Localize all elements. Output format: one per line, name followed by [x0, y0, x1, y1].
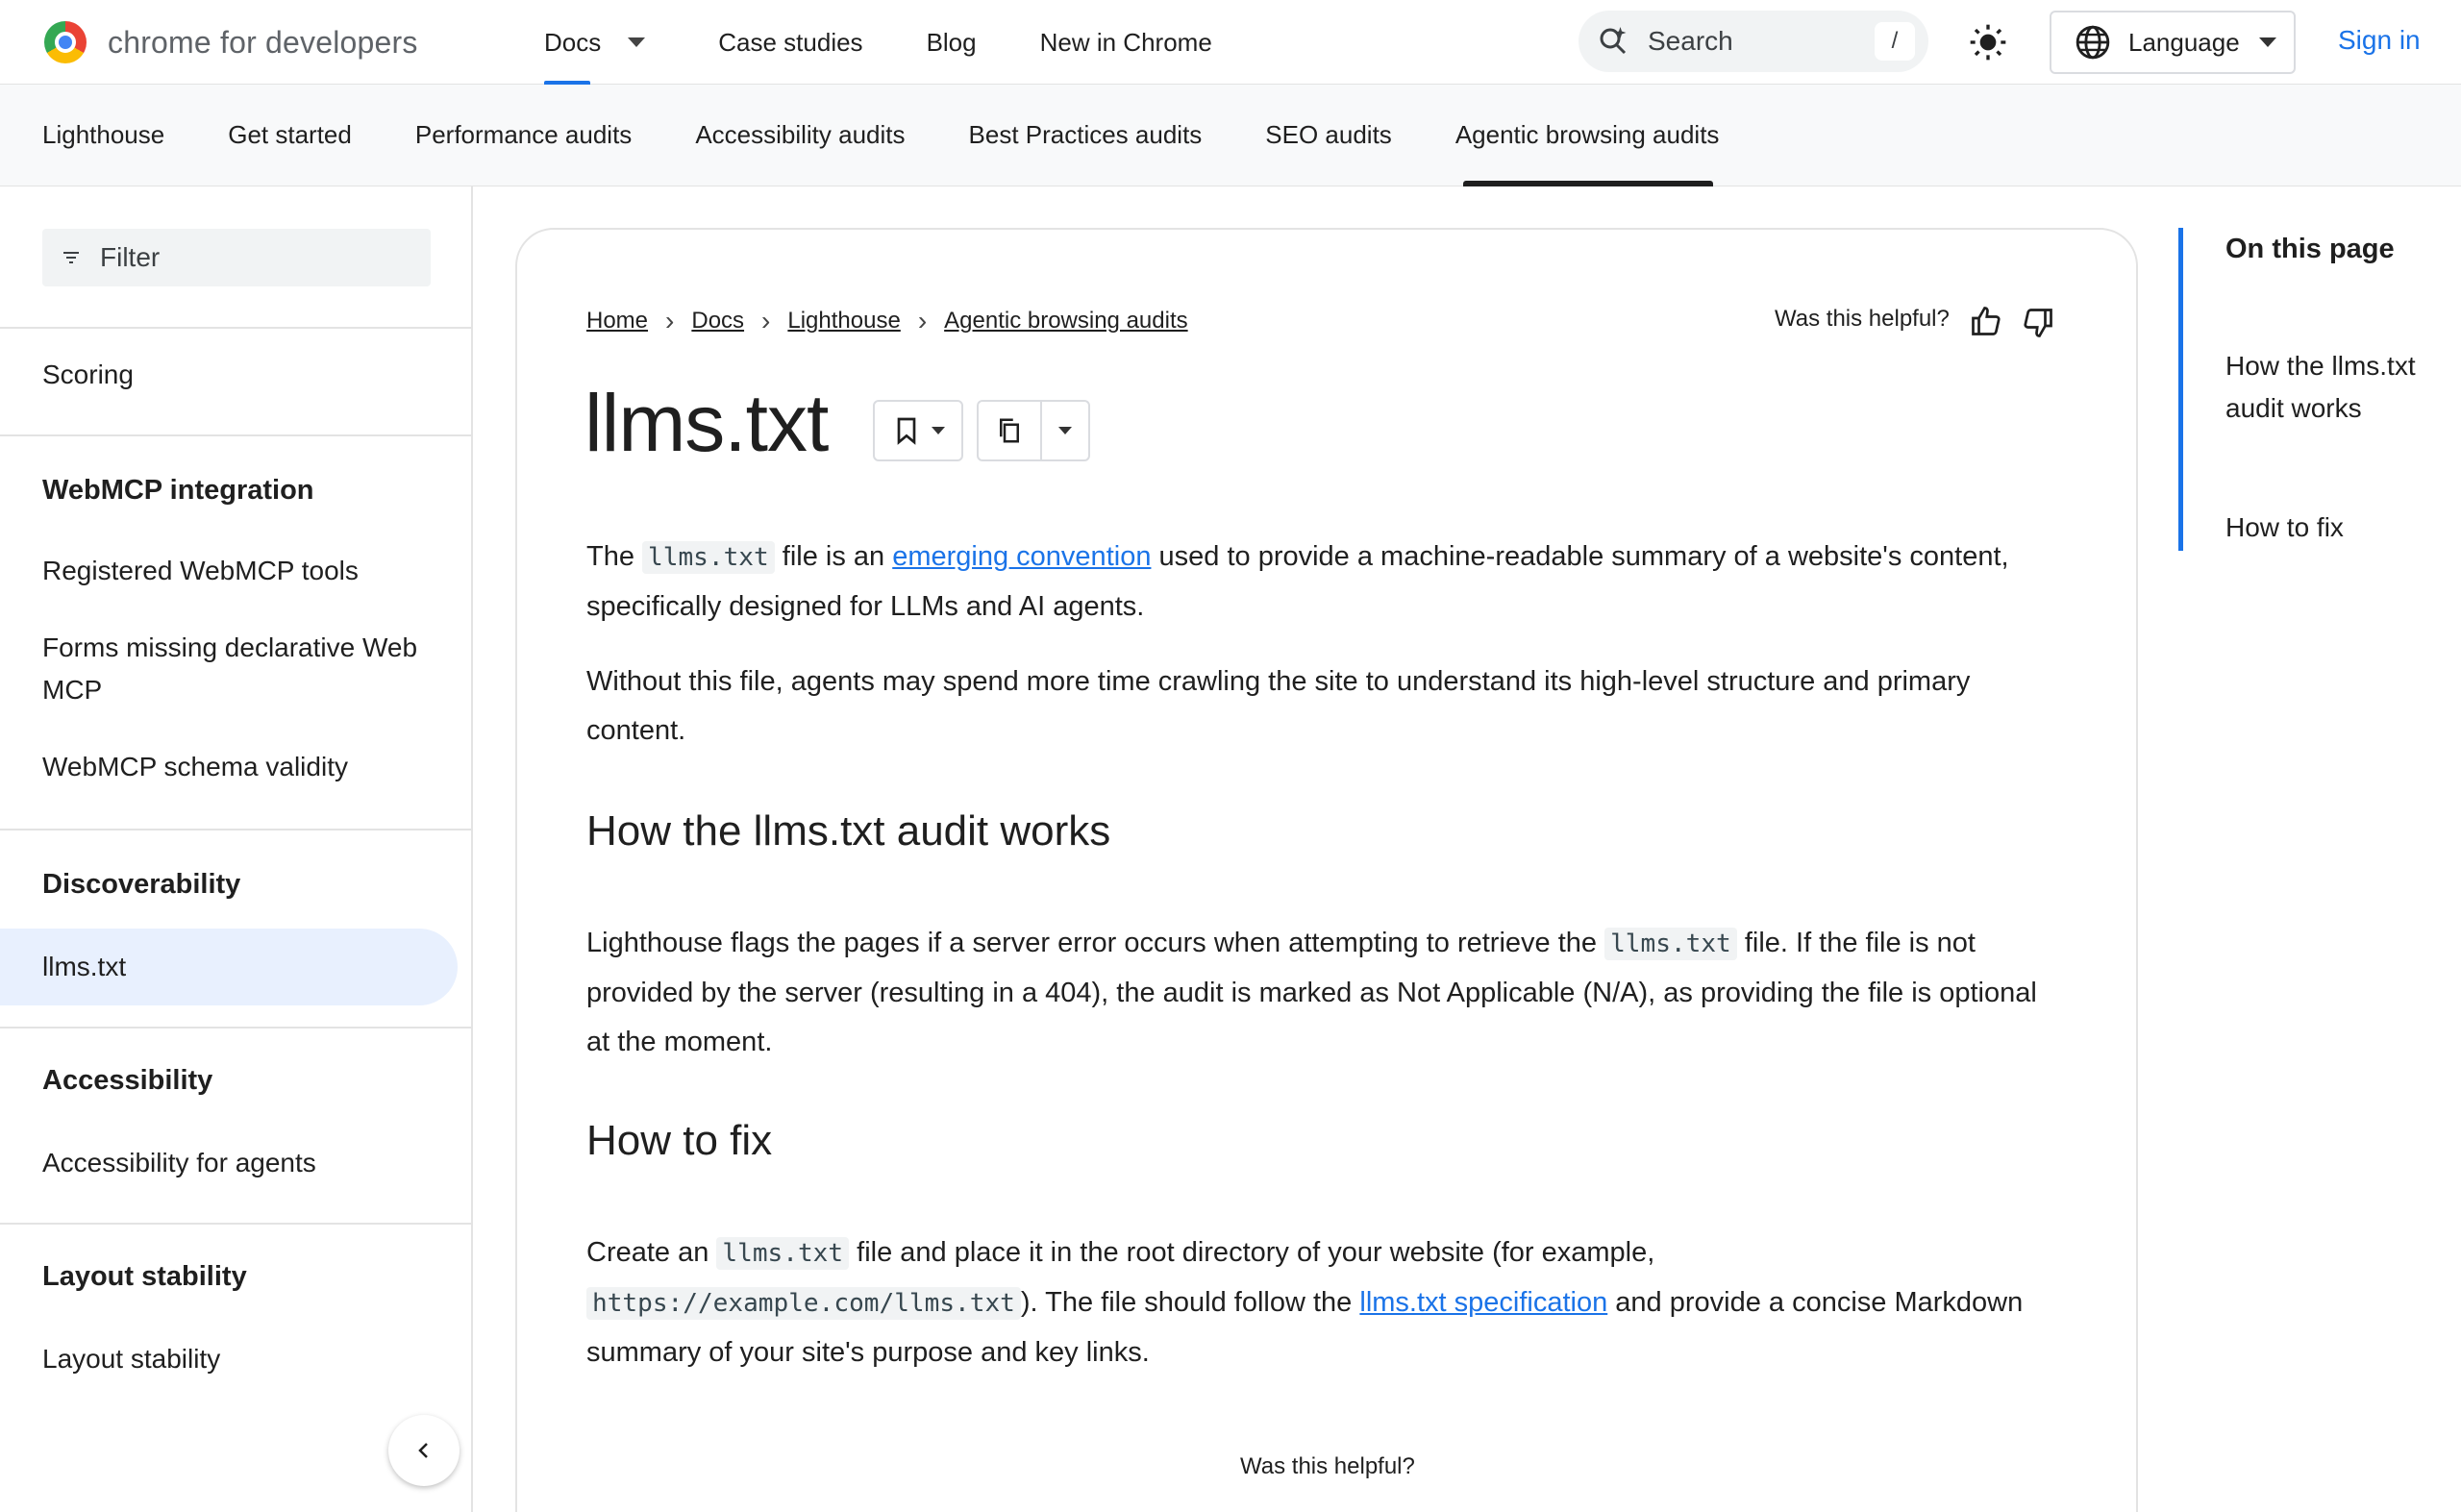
top-nav — [544, 0, 1276, 85]
search-shortcut: / — [1875, 22, 1915, 61]
topnav-case-studies[interactable]: Case studies — [718, 27, 863, 57]
tab-seo-audits[interactable]: SEO audits — [1265, 120, 1392, 149]
inline-code: llms.txt — [716, 1237, 849, 1270]
filter-input[interactable] — [42, 229, 431, 286]
chrome-logo-icon — [44, 21, 87, 63]
brand-name: chrome for developers — [108, 24, 418, 60]
chevron-down-icon — [2259, 37, 2276, 47]
chevron-down-icon — [932, 427, 945, 434]
bookmark-button[interactable] — [873, 400, 963, 461]
filter-icon — [60, 246, 83, 269]
breadcrumb — [586, 306, 1188, 336]
inline-code: llms.txt — [642, 541, 775, 574]
breadcrumb-lighthouse[interactable]: Lighthouse — [787, 308, 901, 334]
top-bar — [0, 0, 2461, 85]
paragraph-without-file: Without this file, agents may spend more time crawling the site to understand its high-level structure and primary content. — [586, 666, 1971, 746]
breadcrumb-agentic-browsing-audits[interactable]: Agentic browsing audits — [944, 308, 1188, 334]
emerging-convention-link[interactable]: emerging convention — [892, 541, 1152, 572]
toc-heading: On this page — [2225, 234, 2395, 264]
chevron-down-icon — [628, 37, 645, 47]
tab-agentic-browsing-audits[interactable]: Agentic browsing audits — [1455, 85, 1720, 186]
toc-item-how-audit-works[interactable]: How the llms.txt audit works — [2225, 351, 2416, 423]
page-title: llms.txt — [584, 378, 829, 468]
copy-options-dropdown[interactable] — [1042, 402, 1088, 459]
breadcrumb-home[interactable]: Home — [586, 308, 649, 334]
tab-performance-audits[interactable]: Performance audits — [414, 120, 633, 149]
sidebar-heading-accessibility: Accessibility — [42, 1065, 213, 1096]
sidebar-item-accessibility-for-agents[interactable]: Accessibility for agents — [42, 1148, 316, 1177]
divider — [0, 327, 473, 329]
paragraph-how-to-fix: Create an llms.txt file and place it in the root directory of your website (for example, https://example.com/llms.txt ). The file should follow the llms.txt specification and provide a concise Markdown summary of your site's purpose and key links. — [586, 1237, 2024, 1368]
brand-logo-link[interactable] — [44, 21, 418, 63]
inline-code: llms.txt — [1604, 928, 1737, 960]
sidebar-item-forms-missing[interactable]: Forms missing declarative Web MCP — [42, 632, 418, 705]
divider — [0, 1027, 473, 1029]
globe-icon — [2075, 24, 2111, 61]
sidebar-item-scoring[interactable]: Scoring — [42, 359, 134, 389]
language-label: Language — [2128, 27, 2240, 57]
toc-item-how-to-fix[interactable]: How to fix — [2225, 512, 2344, 542]
sidebar-item-webmcp-schema[interactable]: WebMCP schema validity — [42, 752, 348, 781]
heading-how-to-fix: How to fix — [586, 1117, 773, 1164]
chevron-left-icon — [412, 1439, 435, 1462]
sidebar-item-layout-stability[interactable]: Layout stability — [42, 1344, 221, 1374]
language-select[interactable] — [2050, 11, 2296, 74]
copy-page-button-group — [977, 400, 1090, 461]
filter-label: Filter — [100, 242, 161, 272]
paragraph-audit-explanation: Lighthouse flags the pages if a server error occurs when attempting to retrieve the llms.txt file. If the file is not provided by the server (resulting in a 404), the audit is marked as Not Applicable (N/A), as providing the file is optional at the moment. — [586, 928, 2037, 1057]
search-label: Search — [1648, 26, 1733, 56]
llms-txt-specification-link[interactable]: llms.txt specification — [1359, 1287, 1608, 1318]
divider — [0, 1223, 473, 1225]
copy-icon — [995, 416, 1024, 445]
theme-toggle-button[interactable] — [1967, 21, 2009, 63]
divider — [0, 829, 473, 830]
tab-best-practices-audits[interactable]: Best Practices audits — [968, 120, 1203, 149]
inline-code-url: https://example.com/llms.txt — [586, 1287, 1021, 1320]
bookmark-icon — [891, 415, 922, 446]
helpful-prompt: Was this helpful? — [1775, 306, 1950, 332]
left-sidebar — [0, 186, 473, 1512]
chevron-right-icon: › — [917, 306, 928, 335]
chevron-right-icon: › — [761, 306, 771, 335]
sign-in-link[interactable]: Sign in — [2338, 25, 2421, 55]
helpful-prompt-bottom: Was this helpful? — [1240, 1453, 1415, 1479]
chevron-right-icon: › — [665, 306, 675, 335]
sub-nav — [0, 85, 2461, 186]
thumbs-down-icon[interactable] — [2021, 306, 2055, 340]
intro-paragraph: The llms.txt file is an emerging convention used to provide a machine-readable summary of a website's content, specifically designed for LLMs and AI agents. — [586, 541, 2009, 622]
tab-accessibility-audits[interactable]: Accessibility audits — [695, 120, 906, 149]
search-spark-icon — [1596, 24, 1630, 59]
search-input[interactable] — [1579, 11, 1928, 72]
sidebar-item-llms-txt[interactable]: llms.txt — [42, 952, 127, 981]
tab-lighthouse[interactable]: Lighthouse — [42, 120, 165, 149]
sidebar-item-registered-webmcp-tools[interactable]: Registered WebMCP tools — [42, 556, 359, 585]
heading-how-audit-works: How the llms.txt audit works — [586, 807, 1111, 855]
collapse-sidebar-button[interactable] — [388, 1415, 460, 1486]
topnav-docs[interactable]: Docs — [544, 0, 645, 85]
sun-icon — [1969, 23, 2007, 62]
topnav-blog[interactable]: Blog — [926, 27, 977, 57]
divider — [0, 434, 473, 436]
sidebar-heading-webmcp: WebMCP integration — [42, 475, 314, 506]
sidebar-heading-layout-stability: Layout stability — [42, 1261, 247, 1292]
chevron-down-icon — [1058, 427, 1072, 434]
topnav-new-in-chrome[interactable]: New in Chrome — [1039, 27, 1212, 57]
thumbs-up-icon[interactable] — [1969, 304, 2003, 338]
tab-get-started[interactable]: Get started — [228, 120, 352, 149]
copy-page-button[interactable] — [979, 402, 1042, 459]
table-of-contents — [2178, 228, 2428, 551]
sidebar-heading-discoverability: Discoverability — [42, 869, 241, 900]
breadcrumb-docs[interactable]: Docs — [691, 308, 745, 334]
